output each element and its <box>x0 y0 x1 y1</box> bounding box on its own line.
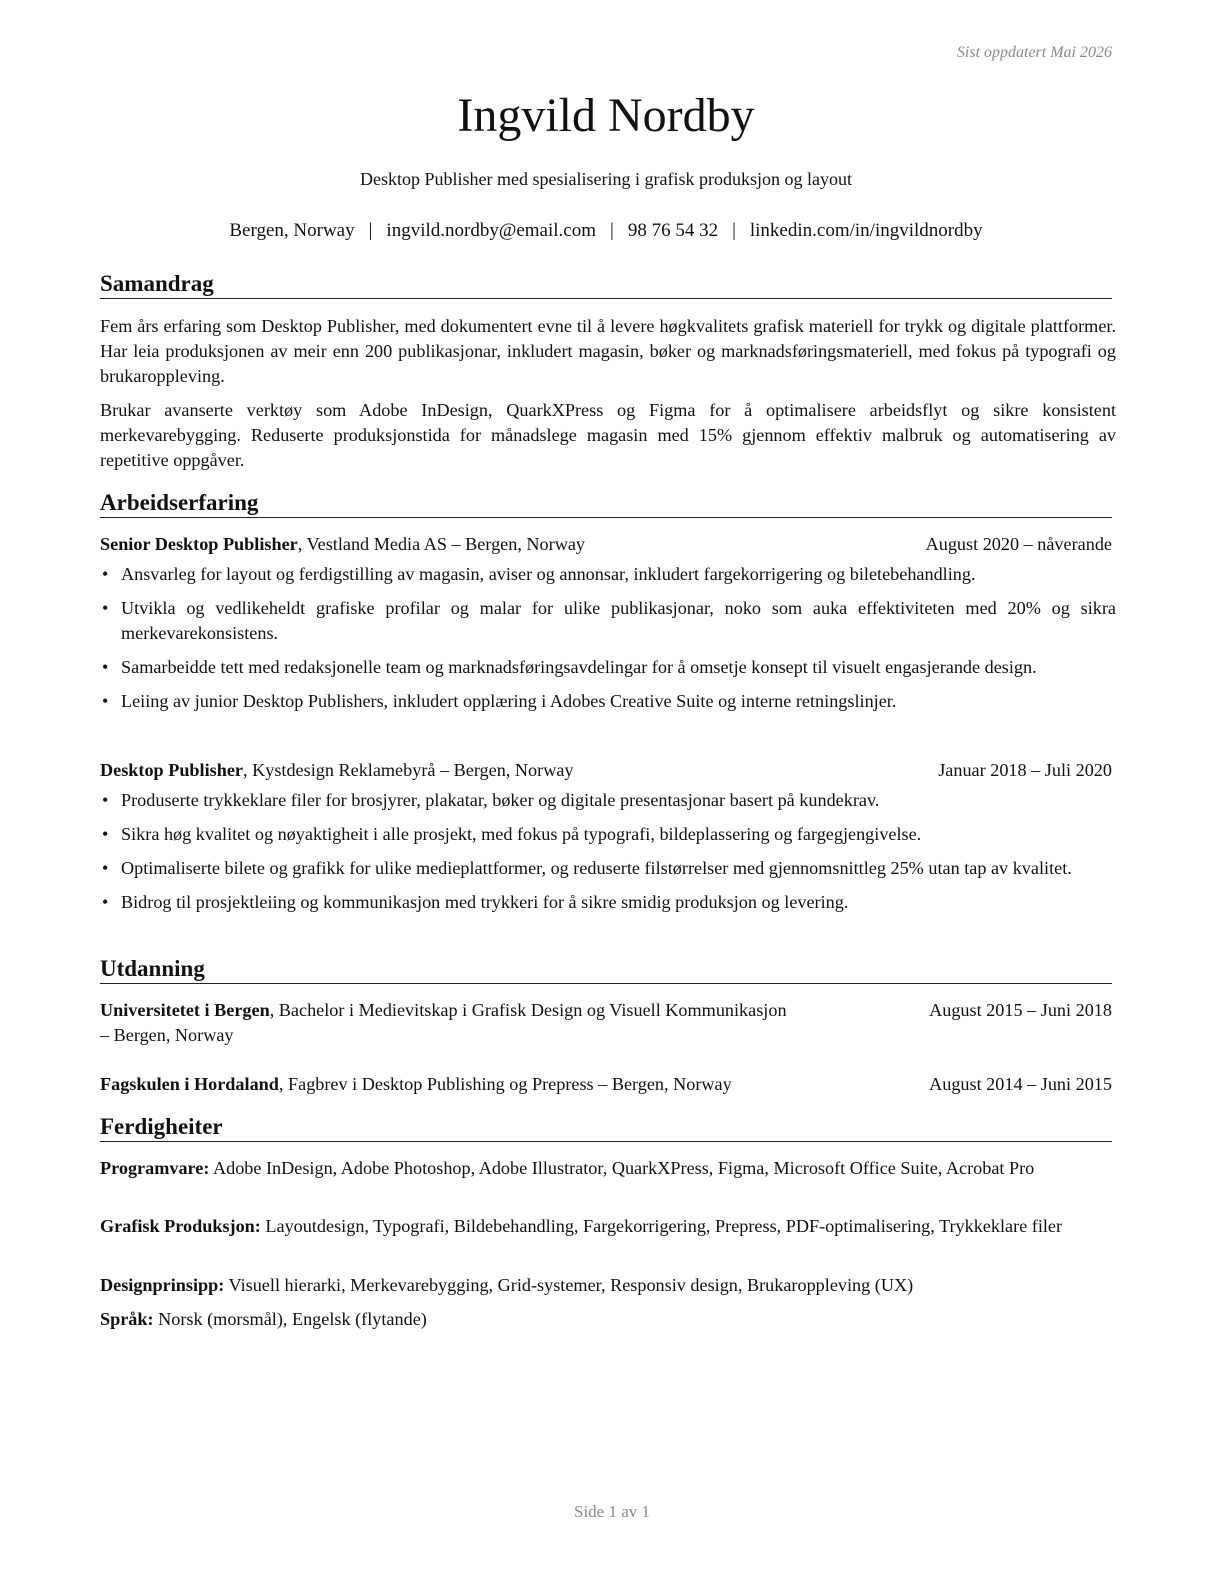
school-name: Fagskulen i Hordaland <box>100 1074 279 1094</box>
skill-value: Norsk (morsmål), Engelsk (flytande) <box>153 1309 427 1329</box>
list-item: • Utvikla og vedlikeheldt grafiske profilar og malar for ulike publikasjonar, noko som auka effektiviteten med 20% og sikra merkevarekonsistens. <box>100 596 1116 646</box>
list-item: • Ansvarleg for layout og ferdigstilling av magasin, aviser og annonsar, inkludert fargekorrigering og biletebehandling. <box>100 562 1116 587</box>
summary-paragraph: Brukar avanserte verktøy som Adobe InDesign, QuarkXPress og Figma for å optimalisere arbeidsflyt og sikre konsistent merkevarebygging. Reduserte produksjonstida for månadslege magasin med 15% gjennom effektiv malbruk og automatisering av repetitive oppgåver. <box>100 400 1116 470</box>
skill-row <box>100 1307 1116 1332</box>
list-item: • Produserte trykkeklare filer for brosjyrer, plakatar, bøker og digitale presentasjonar basert på kundekrav. <box>100 788 1116 813</box>
job-employer: , Kystdesign Reklamebyrå – Bergen, Norway <box>243 760 574 780</box>
skill-label: Programvare: <box>100 1158 210 1178</box>
page-number: Side 1 av 1 <box>573 1502 651 1521</box>
list-item: • Samarbeidde tett med redaksjonelle team og marknadsføringsavdelingar for å omsetje konsept til visuelt engasjerande design. <box>100 655 1116 680</box>
degree-location: – Bergen, Norway <box>100 1025 234 1045</box>
job-header <box>100 758 1112 783</box>
list-item: • Sikra høg kvalitet og nøyaktigheit i alle prosjekt, med fokus på typografi, bildeplassering og fargegjengivelse. <box>100 822 1116 847</box>
summary-paragraph: Fem års erfaring som Desktop Publisher, med dokumentert evne til å levere høgkvalitets grafisk materiell for trykk og digitale plattformer. Har leia produksjonen av meir enn 200 publikasjonar, inkludert magasin, bøker og marknadsføringsmateriell, med fokus på typografi og brukaroppleving. <box>100 316 1116 386</box>
degree: , Bachelor i Medievitskap i Grafisk Design og Visuell Kommunikasjon <box>269 1000 787 1020</box>
skill-row <box>100 1214 1116 1239</box>
skill-row <box>100 1156 1116 1181</box>
headline: Desktop Publisher med spesialisering i grafisk produksjon og layout <box>360 169 852 189</box>
phone: 98 76 54 32 <box>627 220 719 241</box>
person-name: Ingvild Nordby <box>457 89 755 142</box>
skill-value: Visuell hierarki, Merkevarebygging, Grid-systemer, Responsiv design, Brukaroppleving (UX) <box>224 1275 914 1295</box>
skill-row <box>100 1273 1116 1298</box>
list-item: • Leiing av junior Desktop Publishers, inkludert opplæring i Adobes Creative Suite og interne retningslinjer. <box>100 689 1116 714</box>
job-employer: , Vestland Media AS – Bergen, Norway <box>297 534 586 554</box>
education-item <box>100 998 1112 1048</box>
linkedin-link[interactable]: linkedin.com/in/ingvildnordby <box>749 220 983 241</box>
job-role: Senior Desktop Publisher <box>100 534 298 554</box>
section-title-experience: Arbeidserfaring <box>100 489 1112 518</box>
section-title-skills: Ferdigheiter <box>100 1113 1112 1142</box>
school-name: Universitetet i Bergen <box>100 1000 270 1020</box>
skill-label: Grafisk Produksjon: <box>100 1216 261 1236</box>
job-bullets <box>100 788 1116 924</box>
location: Bergen, Norway <box>229 220 355 241</box>
degree: , Fagbrev i Desktop Publishing og Prepress – Bergen, Norway <box>278 1074 732 1094</box>
job-header <box>100 532 1112 557</box>
separator: | <box>610 220 614 241</box>
list-item: • Optimaliserte bilete og grafikk for ulike medieplattformer, og reduserte filstørrelser med gjennomsnittleg 25% utan tap av kvalitet. <box>100 856 1116 881</box>
email-link[interactable]: ingvild.nordby@email.com <box>386 220 596 241</box>
skill-value: Layoutdesign, Typografi, Bildebehandling, Fargekorrigering, Prepress, PDF-optimalisering, Trykkeklare filer <box>260 1216 1063 1236</box>
section-title-education: Utdanning <box>100 955 1112 984</box>
job-bullets <box>100 562 1116 723</box>
contact-line <box>100 219 1112 243</box>
job-dates: Januar 2018 – Juli 2020 <box>938 760 1112 780</box>
education-dates: August 2015 – Juni 2018 <box>929 1000 1112 1020</box>
skill-label: Designprinsipp: <box>100 1275 225 1295</box>
education-item <box>100 1072 1112 1097</box>
skill-value: Adobe InDesign, Adobe Photoshop, Adobe Illustrator, QuarkXPress, Figma, Microsoft Office Suite, Acrobat Pro <box>209 1158 1035 1178</box>
section-title-summary: Samandrag <box>100 270 1112 299</box>
job-role: Desktop Publisher <box>100 760 243 780</box>
last-updated: Sist oppdatert Mai 2026 <box>956 44 1112 61</box>
separator: | <box>732 220 736 241</box>
job-dates: August 2020 – nåverande <box>925 534 1112 554</box>
separator: | <box>368 220 373 241</box>
education-dates: August 2014 – Juni 2015 <box>929 1074 1112 1094</box>
skill-label: Språk: <box>100 1309 154 1329</box>
list-item: • Bidrog til prosjektleiing og kommunikasjon med trykkeri for å sikre smidig produksjon og levering. <box>100 890 1116 915</box>
